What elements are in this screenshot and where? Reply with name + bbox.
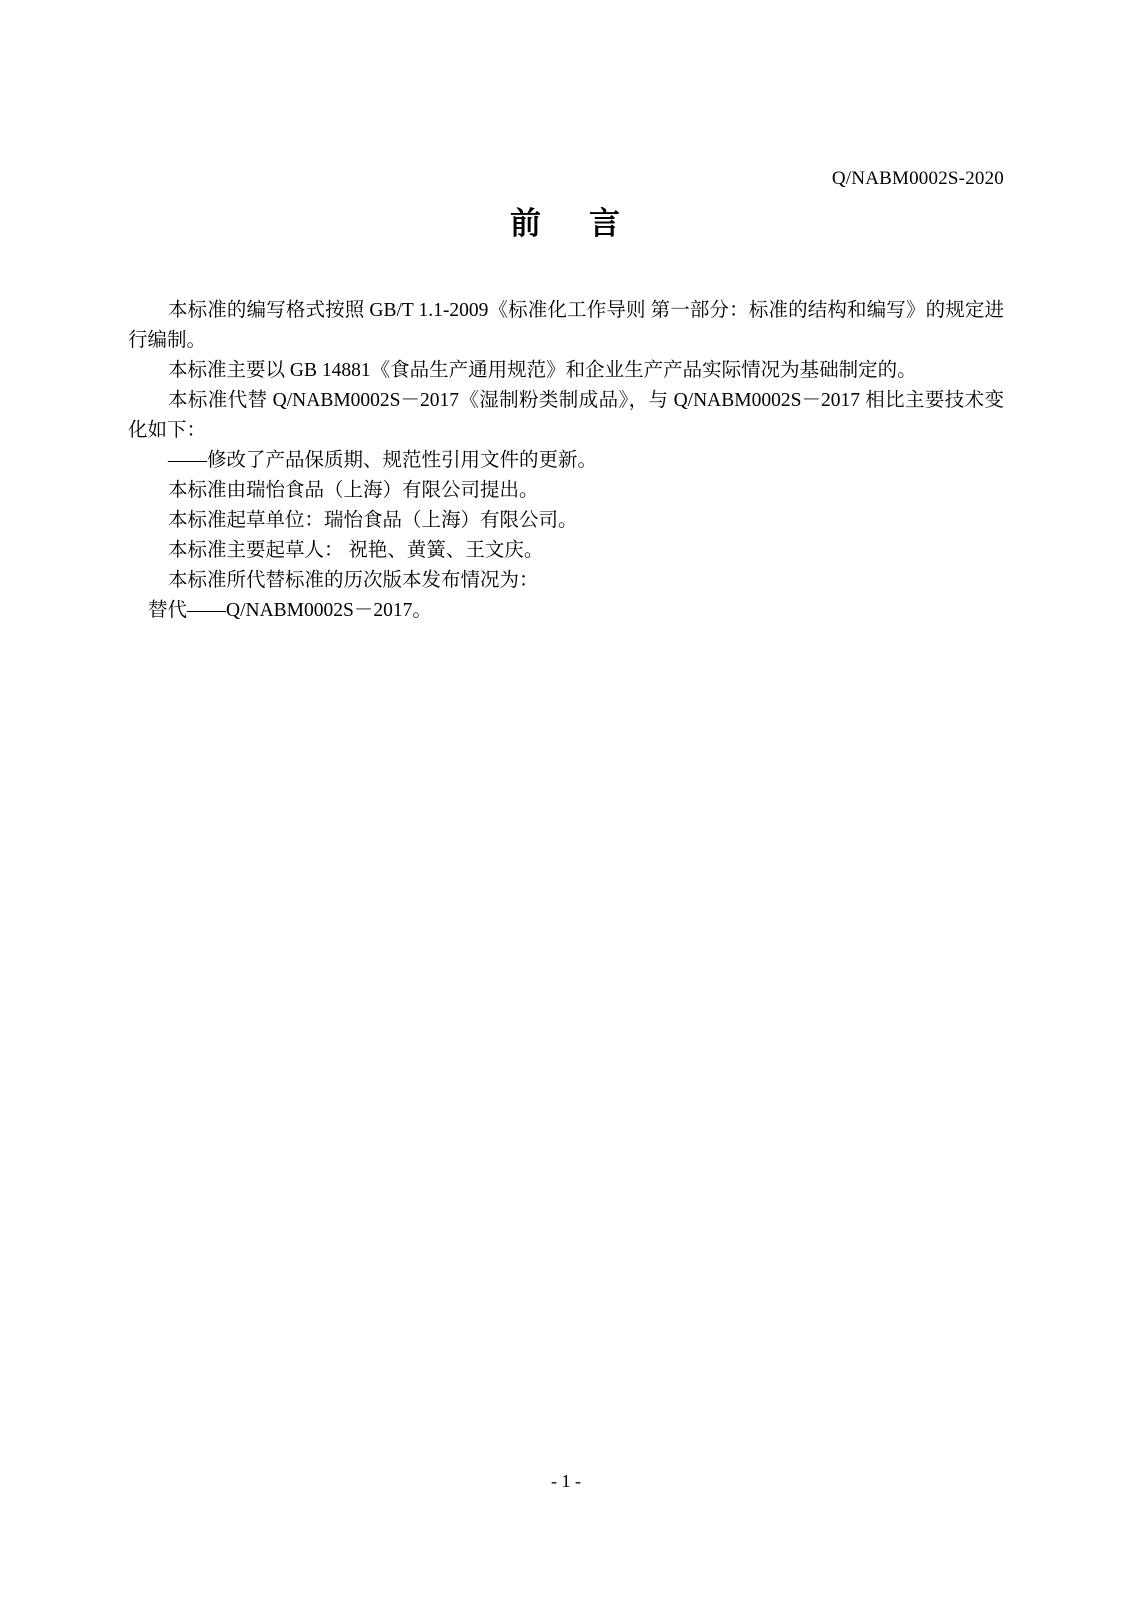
paragraph-7-drafters: 本标准主要起草人： 祝艳、黄簧、王文庆。 — [168, 540, 544, 561]
page-title-char-2: 言 — [589, 206, 622, 242]
paragraph-4-change-item: ——修改了产品保质期、规范性引用文件的更新。 — [168, 450, 598, 471]
page-number: - 1 - — [551, 1471, 581, 1491]
paragraph-3: 本标准代替 Q/NABM0002S－2017《湿制粉类制成品》，与 Q/NABM0002S－2017 相比主要技术变化如下： — [128, 390, 1004, 441]
paragraph-9-replaced-standard: 替代——Q/NABM0002S－2017。 — [148, 600, 432, 621]
document-code: Q/NABM0002S-2020 — [831, 168, 1004, 189]
paragraph-2: 本标准主要以 GB 14881《食品生产通用规范》和企业生产产品实际情况为基础制定的。 — [168, 360, 917, 381]
paragraph-1: 本标准的编写格式按照 GB/T 1.1-2009《标准化工作导则 第一部分：标准的结构和编写》的规定进行编制。 — [128, 300, 1004, 351]
paragraph-8-history-intro: 本标准所代替标准的历次版本发布情况为： — [168, 570, 539, 591]
paragraph-6-drafting-unit: 本标准起草单位：瑞怡食品（上海）有限公司。 — [168, 510, 578, 531]
paragraph-5-proposer: 本标准由瑞怡食品（上海）有限公司提出。 — [168, 480, 539, 501]
page-title-char-1: 前 — [510, 206, 543, 242]
document-body — [128, 296, 1004, 626]
page-title — [0, 198, 1132, 243]
